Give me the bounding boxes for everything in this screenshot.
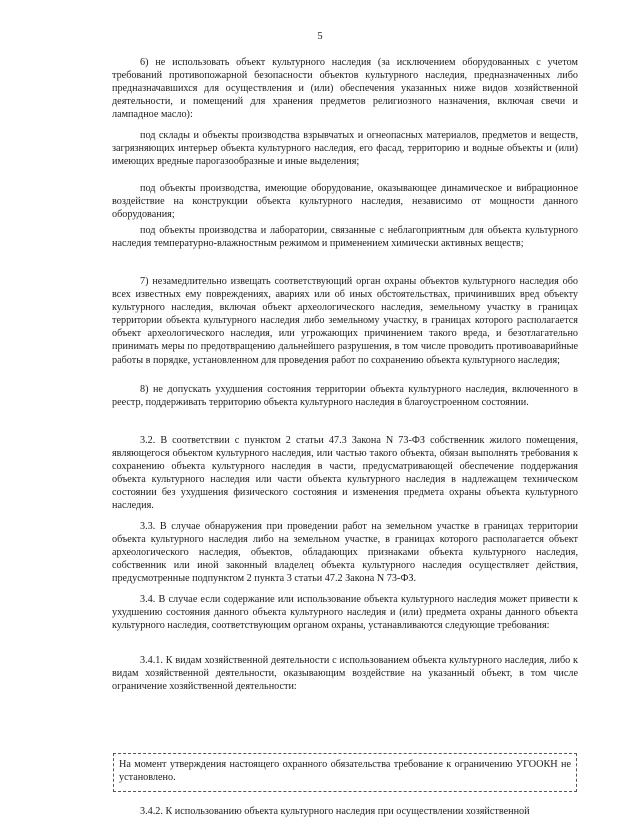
paragraph-item-8: 8) не допускать ухудшения состояния территории объекта культурного наследия, включенного в реестр, поддерживать территорию объекта культурного наследия в благоустроенном состоянии. (112, 384, 578, 409)
paragraph-3-4: 3.4. В случае если содержание или использование объекта культурного наследия может привести к ухудшению состояния данного объекта культурного наследия и (или) предмета охраны данного объекта культурного наследия, соответствующим органом охраны, устанавливаются следующие требования: (112, 594, 578, 632)
paragraph-laboratories: под объекты производства и лаборатории, связанные с неблагоприятным для объекта культурного наследия температурно-влажностным режимом и применением химически активных веществ; (112, 225, 578, 250)
paragraph-3-3: 3.3. В случае обнаружения при проведении работ на земельном участке в границах территории объекта культурного наследия либо на земельном участке, в границах которого располагается объект археологического наследия, объектов, обладающих признаками объекта культурного наследия, собственник или иной законный владелец объекта культурного наследия осуществляет действия, предусмотренные подпунктом 2 пункта 3 статьи 47.2 Закона N 73-ФЗ. (112, 521, 578, 585)
paragraph-production-equipment: под объекты производства, имеющие оборудование, оказывающее динамическое и вибрационное воздействие на конструкции объекта культурного наследия, независимо от мощности данного оборудования; (112, 183, 578, 221)
restriction-note-box: На момент утверждения настоящего охранного обязательства требование к ограничению УГООКН не установлено. (113, 753, 577, 792)
paragraph-3-4-2: 3.4.2. К использованию объекта культурного наследия при осуществлении хозяйственной (140, 806, 530, 817)
paragraph-3-4-1: 3.4.1. К видам хозяйственной деятельности с использованием объекта культурного наследия, либо к видам хозяйственной деятельности, оказывающим воздействие на указанный объект, в том числе ограничение хозяйственной деятельности: (112, 655, 578, 693)
paragraph-item-7: 7) незамедлительно извещать соответствующий орган охраны объектов культурного наследия обо всех известных ему повреждениях, авариях или об иных обстоятельствах, причинивших вред объекту культурного наследия, включая объект археологического наследия, земельному участку в границах территории объекта культурного наследия либо земельному участку, в границах которого располагается объект археологического наследия, или угрожающих причинением такого вреда, и безотлагательно принимать меры по предотвращению дальнейшего разрушения, в том числе проводить противоаварийные работы в порядке, установленном для проведения работ по сохранению объекта культурного наследия; (112, 276, 578, 366)
paragraph-3-2: 3.2. В соответствии с пунктом 2 статьи 47.3 Закона N 73-ФЗ собственник жилого помещения, являющегося объектом культурного наследия, или частью такого объекта, обязан выполнять требования к сохранению объекта культурного наследия в части, предусматривающей обеспечение поддержания объекта культурного наследия или части объекта культурного наследия в надлежащем техническом состоянии без ухудшения физического состояния и изменения предмета охраны объекта культурного наследия. (112, 435, 578, 512)
paragraph-item-6: 6) не использовать объект культурного наследия (за исключением оборудованных с учетом требований противопожарной безопасности объектов культурного наследия, предназначенных либо предназначавшихся для осуществления и (или) обеспечения указанных ниже видов хозяйственной деятельности, и помещений для хранения предметов религиозного назначения, включая свечи и лампадное масло): (112, 57, 578, 121)
page-number: 5 (317, 31, 323, 42)
paragraph-warehouses: под склады и объекты производства взрывчатых и огнеопасных материалов, предметов и веществ, загрязняющих интерьер объекта культурного наследия, его фасад, территорию и водные объекты и (или) имеющих вредные парогазообразные и иные выделения; (112, 130, 578, 168)
